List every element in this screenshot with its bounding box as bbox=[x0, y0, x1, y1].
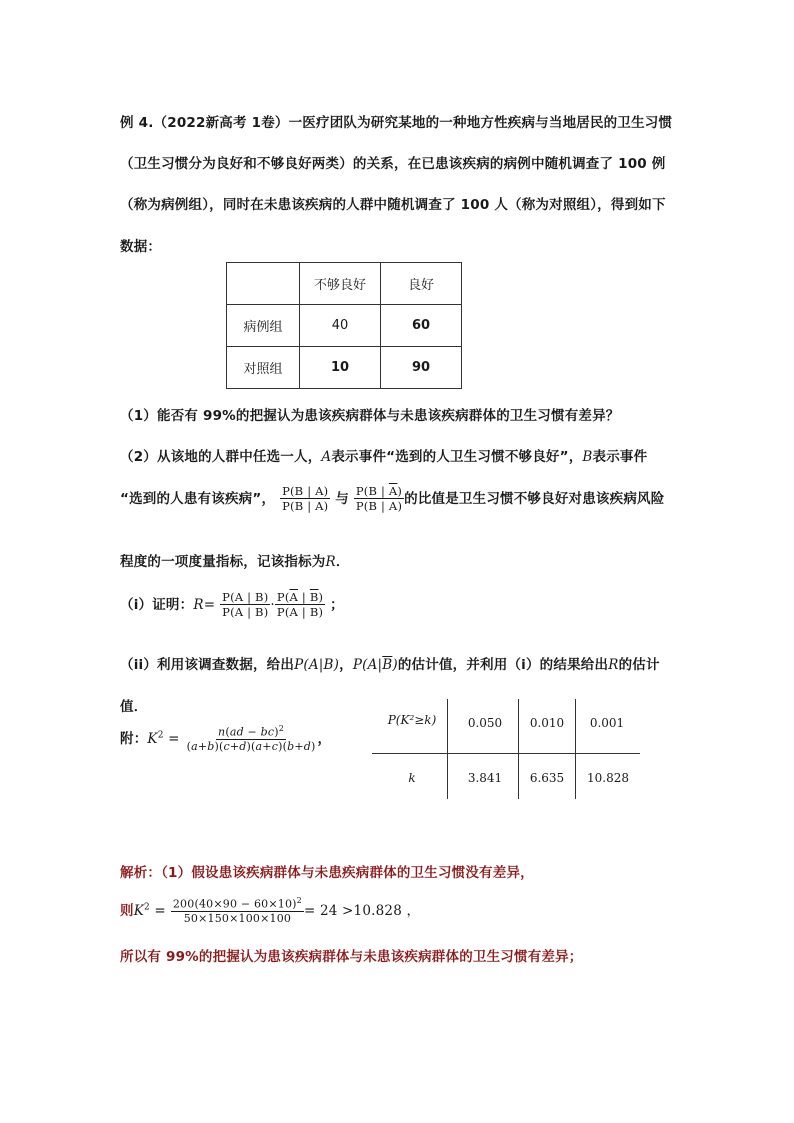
chi-square-computation: $\frac{200(40\times 90 - 60\times 10)^2}{50\times 150\times 100\times 100}$ bbox=[172, 896, 302, 926]
table-row bbox=[227, 305, 462, 347]
fraction-pba-over-pbna: $\frac{P(B | A)}{P(\overline{B} | A)}$ bbox=[282, 484, 329, 514]
problem-intro-line-3: （称为病例组），同时在未患该疾病的人群中随机调查了 100 人（称为对照组），得到如下 bbox=[120, 197, 666, 213]
qi-end: ； bbox=[330, 596, 344, 613]
q2-line3a: 程度的一项度量指标，记该指标为 bbox=[120, 554, 326, 570]
critical-table-header: P(K²≥k) bbox=[387, 713, 437, 727]
solution-line-1: 解析：（1）假设患该疾病群体与未患疾病群体的卫生习惯没有差异， bbox=[120, 865, 534, 881]
question-2-line-1 bbox=[120, 445, 680, 465]
fraction-pab-over-pnab: $\frac{P(A | B)}{P(\overline{A} | B)}$ bbox=[222, 590, 269, 620]
question-ii-line-2: 值． bbox=[120, 699, 148, 715]
event-a-symbol: A bbox=[321, 449, 332, 465]
p-value-cell: 0.010 bbox=[529, 716, 565, 730]
question-1: （1）能否有 99%的把握认为患该疾病群体与未患该疾病群体的卫生习惯有差异？ bbox=[120, 408, 620, 424]
question-ii-line-1 bbox=[120, 653, 680, 673]
solution-line-3: 所以有 99%的把握认为患该疾病群体与未患该疾病群体的卫生习惯有差异； bbox=[120, 949, 583, 965]
table-cell: 10 bbox=[300, 347, 381, 389]
table-cell: 40 bbox=[300, 305, 381, 347]
fraction-pnanb-over-panb: $\frac{P(\overline{A} | \overline{B})}{P(A | \overline{B})}$ bbox=[276, 590, 324, 620]
table-cell: 60 bbox=[381, 305, 462, 347]
table-header-row bbox=[227, 263, 462, 305]
table-row-label: 对照组 bbox=[227, 347, 300, 389]
table-cell: 90 bbox=[381, 347, 462, 389]
event-b-symbol: B bbox=[582, 449, 593, 465]
appendix-label: 附： bbox=[120, 731, 148, 748]
table-header-cell bbox=[227, 263, 300, 305]
fraction-pbna-over-pnbna: $\frac{P(B | \overline{A})}{P(\overline{B} | \overline{A})}$ bbox=[355, 484, 403, 514]
appendix-formula: 附：$K^2$ = $\frac{n(ad - bc)^2}{(a+b)(c+d)(a+c)(b+d)}$ ， bbox=[120, 724, 332, 754]
data-table bbox=[226, 262, 462, 389]
table-row bbox=[227, 347, 462, 389]
q2-end: 表示事件 bbox=[592, 449, 648, 465]
p-value-cell: 0.050 bbox=[467, 716, 503, 730]
q2-yu: 与 bbox=[335, 490, 349, 507]
r-symbol: R bbox=[608, 657, 619, 673]
prob-a-given-b: P(A|B) bbox=[294, 657, 340, 673]
q2-line3b: ． bbox=[335, 554, 350, 570]
chi-square-result: = 24 >10.828 ， bbox=[303, 903, 421, 920]
k-value-cell: 6.635 bbox=[529, 771, 565, 785]
table-header-cell: 良好 bbox=[381, 263, 462, 305]
qi-prefix: （i）证明： bbox=[120, 596, 194, 613]
solution-prefix: 则 bbox=[120, 903, 134, 920]
problem-intro-line-1: 例 4.（2022新高考 1卷）一医疗团队为研究某地的一种地方性疾病与当地居民的卫生习惯 bbox=[120, 115, 673, 131]
qii-end: 的估计 bbox=[618, 657, 660, 673]
qii-prefix: （ii）利用该调查数据，给出 bbox=[120, 657, 295, 673]
q2-prefix: （2）从该地的人群中任选一人， bbox=[120, 449, 322, 465]
table-header-cell: 不够良好 bbox=[300, 263, 381, 305]
q2-line2a: “选到的人患有该疾病”， bbox=[120, 490, 276, 507]
problem-intro-line-2: （卫生习惯分为良好和不够良好两类）的关系，在已患该疾病的病例中随机调查了 100 例 bbox=[120, 156, 666, 172]
r-symbol: R bbox=[193, 596, 204, 613]
q2-mid: 表示事件“选到的人卫生习惯不够良好”， bbox=[331, 449, 583, 465]
k-value-cell: 10.828 bbox=[587, 771, 629, 785]
solution-line-2: 则$K^2$ = $\frac{200(40\times 90 - 60\times 10)^2}{50\times 150\times 100\times 100}$ = 24 >10.828 ， bbox=[120, 896, 421, 926]
question-i: （i）证明：R= $\frac{P(A | B)}{P(\overline{A} | B)}$ · $\frac{P(\overline{A} | \overline{B})}{P(A | \overline{B})}$ ； bbox=[120, 590, 344, 620]
chi-square-formula: $\frac{n(ad - bc)^2}{(a+b)(c+d)(a+c)(b+d)}$ bbox=[186, 724, 316, 754]
appendix-comma: ， bbox=[317, 731, 332, 748]
r-symbol: R bbox=[325, 554, 336, 570]
table-row-label: 病例组 bbox=[227, 305, 300, 347]
problem-intro-line-4: 数据： bbox=[120, 239, 162, 255]
k-label: k bbox=[408, 771, 416, 785]
question-2-line-2 bbox=[120, 484, 680, 514]
p-value-cell: 0.001 bbox=[589, 716, 625, 730]
question-2-line-3 bbox=[120, 550, 680, 570]
q2-line2b: 的比值是卫生习惯不够良好对患该疾病风险 bbox=[404, 490, 665, 507]
qii-mid: 的估计值，并利用（i）的结果给出 bbox=[397, 657, 609, 673]
comma: ， bbox=[339, 657, 353, 673]
prob-a-given-not-b: $P(A|\overline{B})$ bbox=[352, 657, 398, 673]
k-value-cell: 3.841 bbox=[467, 771, 503, 785]
